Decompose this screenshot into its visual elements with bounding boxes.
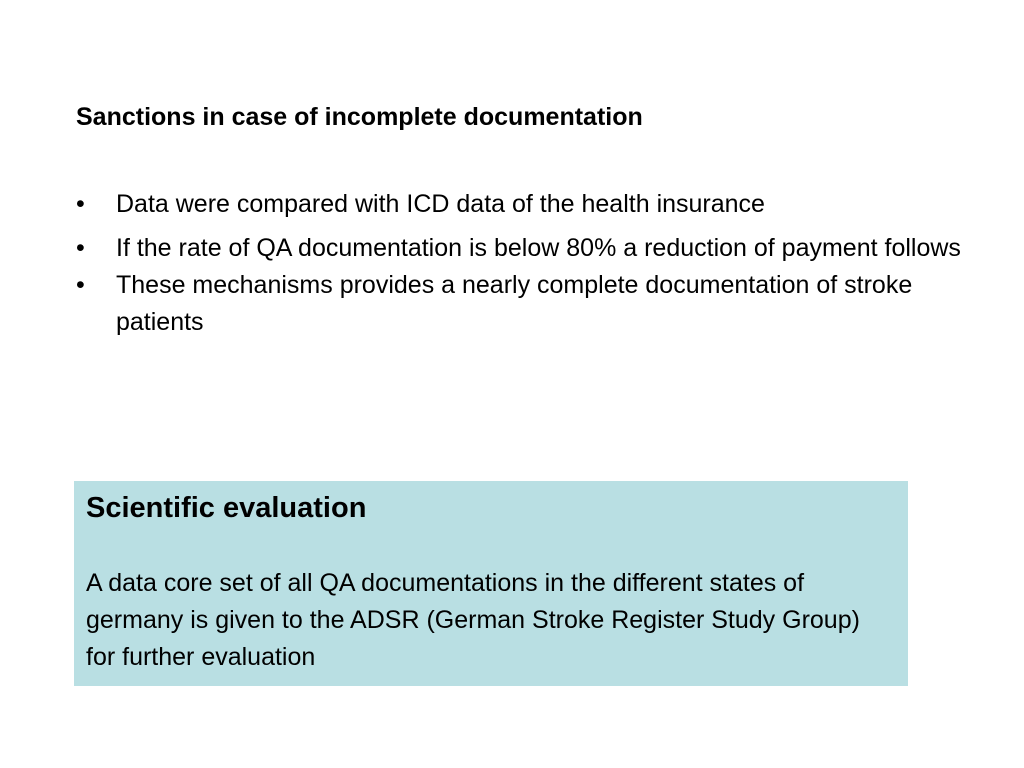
callout-body: A data core set of all QA documentations in the different states of germany is given to the ADSR (German Stroke Register Study Group) for further evaluation xyxy=(86,569,860,671)
bullet-icon: • xyxy=(76,234,85,262)
callout-title: Scientific evaluation xyxy=(86,492,367,524)
bullet-icon: • xyxy=(76,271,85,299)
bullet-text: If the rate of QA documentation is below 80% a reduction of payment follows xyxy=(116,234,961,262)
bullet-list xyxy=(76,186,976,341)
bullet-text: These mechanisms provides a nearly complete documentation of stroke patients xyxy=(116,271,913,336)
bullet-item xyxy=(76,230,976,267)
scientific-evaluation-box xyxy=(74,481,908,686)
bullet-text: Data were compared with ICD data of the health insurance xyxy=(116,190,765,218)
slide-heading: Sanctions in case of incomplete documentation xyxy=(76,103,643,131)
bullet-item xyxy=(76,267,976,341)
bullet-icon: • xyxy=(76,190,85,218)
bullet-item xyxy=(76,186,976,223)
